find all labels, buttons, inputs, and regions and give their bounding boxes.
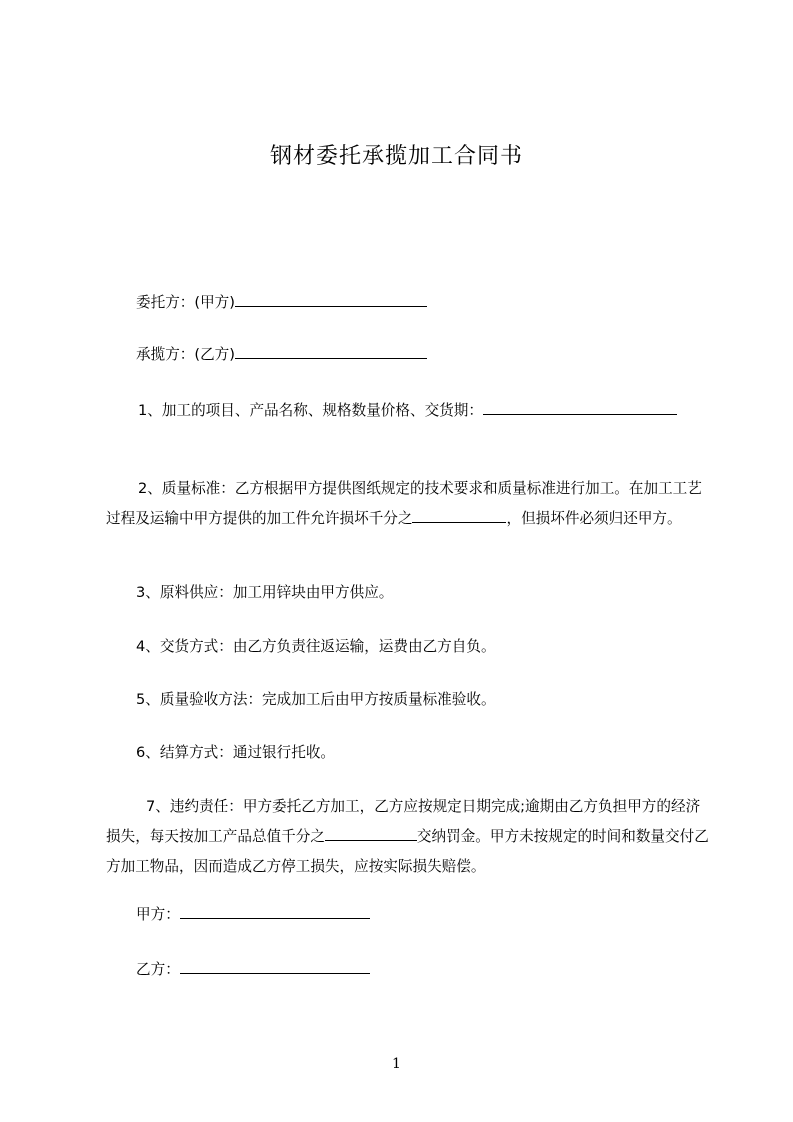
- signature-party-b-blank[interactable]: [180, 958, 370, 974]
- signature-party-b: [136, 958, 370, 981]
- clause-7-text-a: 7、违约责任：甲方委托乙方加工，乙方应按规定日期完成;逾期由乙方负担甲方的经济损失，每天按加工产品总值千分之: [106, 798, 701, 845]
- clause-2: [106, 474, 710, 534]
- contractor-party-label: 承揽方：(乙方): [136, 346, 235, 363]
- signature-party-a-label: 甲方：: [136, 906, 180, 923]
- clause-1-text: 1、加工的项目、产品名称、规格数量价格、交货期：: [138, 402, 483, 419]
- contractor-party-blank[interactable]: [235, 343, 427, 359]
- principal-party-label: 委托方：(甲方): [136, 294, 235, 311]
- clause-2-text-b: ，但损坏件必须归还甲方。: [506, 510, 682, 527]
- page-number: 1: [392, 1056, 401, 1072]
- clause-2-text-a: 2、质量标准：乙方根据甲方提供图纸规定的技术要求和质量标准进行加工。在加工工艺过程及运输中甲方提供的加工件允许损坏千分之: [106, 480, 702, 527]
- clause-7-text-b: 交纳罚金。甲方未按规定的时间和数量交付乙方加工物品，因而造成乙方停工损失，应按实际损失赔偿。: [106, 828, 709, 875]
- clause-7-blank[interactable]: [325, 825, 417, 841]
- clause-2-blank[interactable]: [412, 507, 506, 523]
- principal-party-blank[interactable]: [235, 291, 427, 307]
- principal-party-line: [136, 291, 427, 314]
- clause-6: 6、结算方式：通过银行托收。: [136, 744, 336, 761]
- clause-4: 4、交货方式：由乙方负责往返运输，运费由乙方自负。: [136, 638, 496, 655]
- clause-7: [106, 792, 710, 882]
- clause-1: [118, 396, 708, 426]
- contractor-party-line: [136, 343, 427, 366]
- signature-party-a-blank[interactable]: [180, 903, 370, 919]
- clause-3: 3、原料供应：加工用锌块由甲方供应。: [136, 584, 394, 601]
- clause-1-blank-cont[interactable]: [669, 399, 677, 415]
- signature-party-a: [136, 903, 370, 926]
- clause-1-blank[interactable]: [483, 399, 669, 415]
- clause-5: 5、质量验收方法：完成加工后由甲方按质量标准验收。: [136, 691, 496, 708]
- signature-party-b-label: 乙方：: [136, 961, 180, 978]
- document-title: 钢材委托承揽加工合同书: [269, 144, 523, 169]
